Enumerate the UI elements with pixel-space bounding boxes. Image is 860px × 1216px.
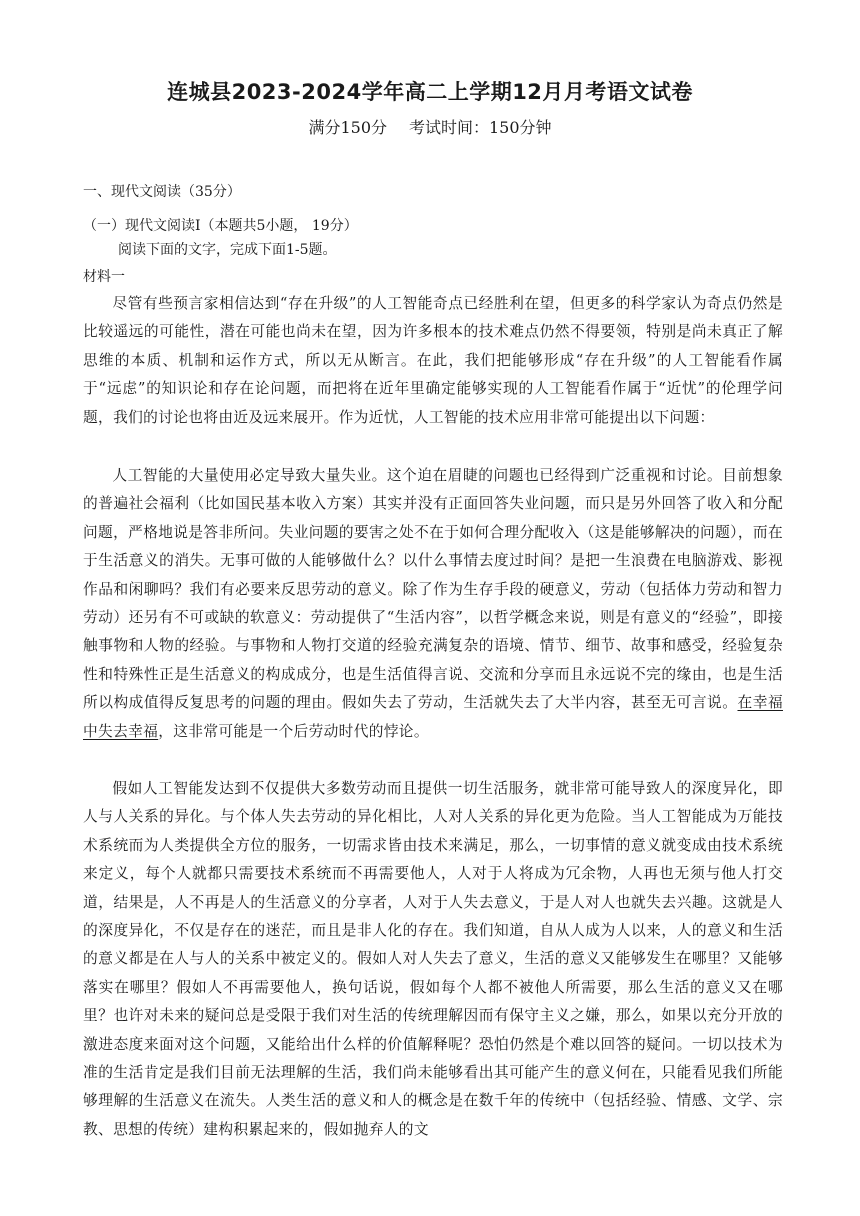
subsection-heading: （一）现代文阅读Ⅰ（本题共5小题， 19分） — [83, 218, 358, 234]
paragraph-2 — [83, 462, 783, 746]
paragraph-2-text: 人工智能的大量使用必定导致大量失业。这个迫在眉睫的问题也已经得到广泛重视和讨论。目前想象的普遍社会福利（比如国民基本收入方案）其实并没有正面回答失业问题，而只是另外回答了收入和分配问题，严格地说是答非所问。失业问题的要害之处不在于如何合理分配收入（这是能够解决的问题），而在于生活意义的消失。无事可做的人能够做什么？以什么事情去度过时间？是把一生浪费在电脑游戏、影视作品和闲聊吗？我们有必要来反思劳动的意义。除了作为生存手段的硬意义，劳动（包括体力劳动和智力劳动）还另有不可或缺的软意义：劳动提供了“生活内容”，以哲学概念来说，则是有意义的“经验”，即接触事物和人物的经验。与事物和人物打交道的经验充满复杂的语境、情节、细节、故事和感受，经验复杂性和特殊性正是生活意义的构成成分，也是生活值得言说、交流和分享而且永远说不完的缘由，也是生活所以构成值得反复思考的问题的理由。假如失去了劳动，生活就失去了大半内容，甚至无可言说。 — [83, 467, 783, 712]
paragraph-1: 尽管有些预言家相信达到“存在升级”的人工智能奇点已经胜利在望，但更多的科学家认为奇点仍然是比较遥远的可能性，潜在可能也尚未在望，因为许多根本的技术难点仍然不得要领，特别是尚未真正了解思维的本质、机制和运作方式，所以无从断言。在此，我们把能够形成“存在升级”的人工智能看作属于“远虑”的知识论和存在论问题，而把将在近年里确定能够实现的人工智能看作属于“近忧”的伦理学问题，我们的讨论也将由近及远来展开。作为近忧，人工智能的技术应用非常可能提出以下问题： — [83, 295, 783, 426]
paragraph-2-tail: ，这非常可能是一个后劳动时代的悖论。 — [158, 722, 429, 740]
material-label: 材料一 — [83, 269, 125, 285]
exam-time: 考试时间：150分钟 — [409, 118, 552, 137]
section-heading: 一、现代文阅读（35分） — [83, 184, 241, 200]
reading-instruction: 阅读下面的文字，完成下面1-5题。 — [118, 242, 337, 258]
exam-info — [0, 115, 860, 138]
exam-title: 连城县2023-2024学年高二上学期12月月考语文试卷 — [167, 80, 693, 104]
paragraph-3: 假如人工智能发达到不仅提供大多数劳动而且提供一切生活服务，就非常可能导致人的深度异化，即人与人关系的异化。与个体人失去劳动的异化相比，人对人关系的异化更为危险。当人工智能成为万能技术系统而为人类提供全方位的服务，一切需求皆由技术来满足，那么，一切事情的意义就变成由技术系统来定义，每个人就都只需要技术系统而不再需要他人，人对于人将成为冗余物，人再也无须与他人打交道，结果是，人不再是人的生活意义的分享者，人对于人失去意义，于是人对人也就失去兴趣。这就是人的深度异化，不仅是存在的迷茫，而且是非人化的存在。我们知道，自从人成为人以来，人的意义和生活的意义都是在人与人的关系中被定义的。假如人对人失去了意义，生活的意义又能够发生在哪里？又能够落实在哪里？假如人不再需要他人，换句话说，假如每个人都不被他人所需要，那么生活的意义又在哪里？也许对未来的疑问总是受限于我们对生活的传统理解因而有保守主义之嫌，那么，如果以充分开放的激进态度来面对这个问题，又能给出什么样的价值解释呢？恐怕仍然是个难以回答的疑问。一切以技术为准的生活肯定是我们目前无法理解的生活，我们尚未能够看出其可能产生的意义何在，只能看见我们所能够理解的生活意义在流失。人类生活的意义和人的概念是在数千年的传统中（包括经验、情感、文学、宗教、思想的传统）建构积累起来的，假如抛弃人的文 — [83, 780, 783, 1138]
underlined-phrase: 在幸福中失去幸福 — [83, 694, 783, 740]
full-score: 满分150分 — [308, 118, 387, 137]
